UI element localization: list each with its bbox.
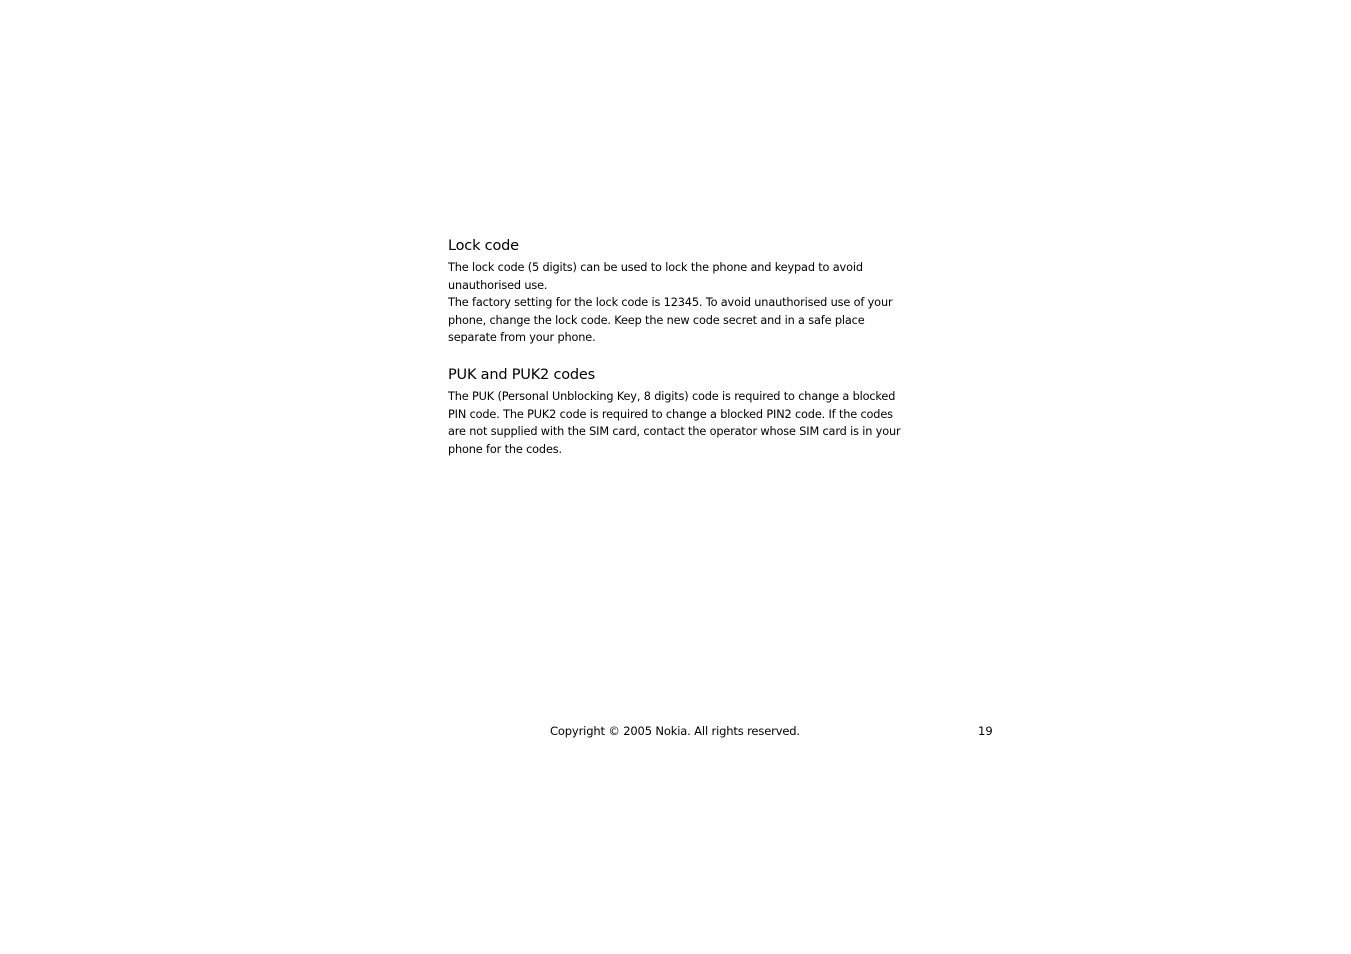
paragraph: The PUK (Personal Unblocking Key, 8 digits) code is required to change a blocked PIN code. The PUK2 code is required to change a blocked PIN2 code. If the codes are not supplied with the SIM card, contact the operator whose SIM card is in your phone for the codes. xyxy=(448,389,901,456)
section-heading: PUK and PUK2 codes xyxy=(448,366,595,383)
footer-copyright: Copyright © 2005 Nokia. All rights reserved. xyxy=(550,724,800,738)
page-content xyxy=(448,236,908,458)
paragraph: The factory setting for the lock code is 12345. To avoid unauthorised use of your phone, change the lock code. Keep the new code secret and in a safe place separate from your phone. xyxy=(448,296,893,345)
paragraph: The lock code (5 digits) can be used to lock the phone and keypad to avoid unauthorised use. xyxy=(448,261,863,292)
page-number: 19 xyxy=(978,724,993,738)
section-body xyxy=(448,388,908,458)
section-puk-codes xyxy=(448,365,908,458)
section-body xyxy=(448,259,908,347)
section-lock-code xyxy=(448,236,908,347)
section-heading: Lock code xyxy=(448,238,519,254)
